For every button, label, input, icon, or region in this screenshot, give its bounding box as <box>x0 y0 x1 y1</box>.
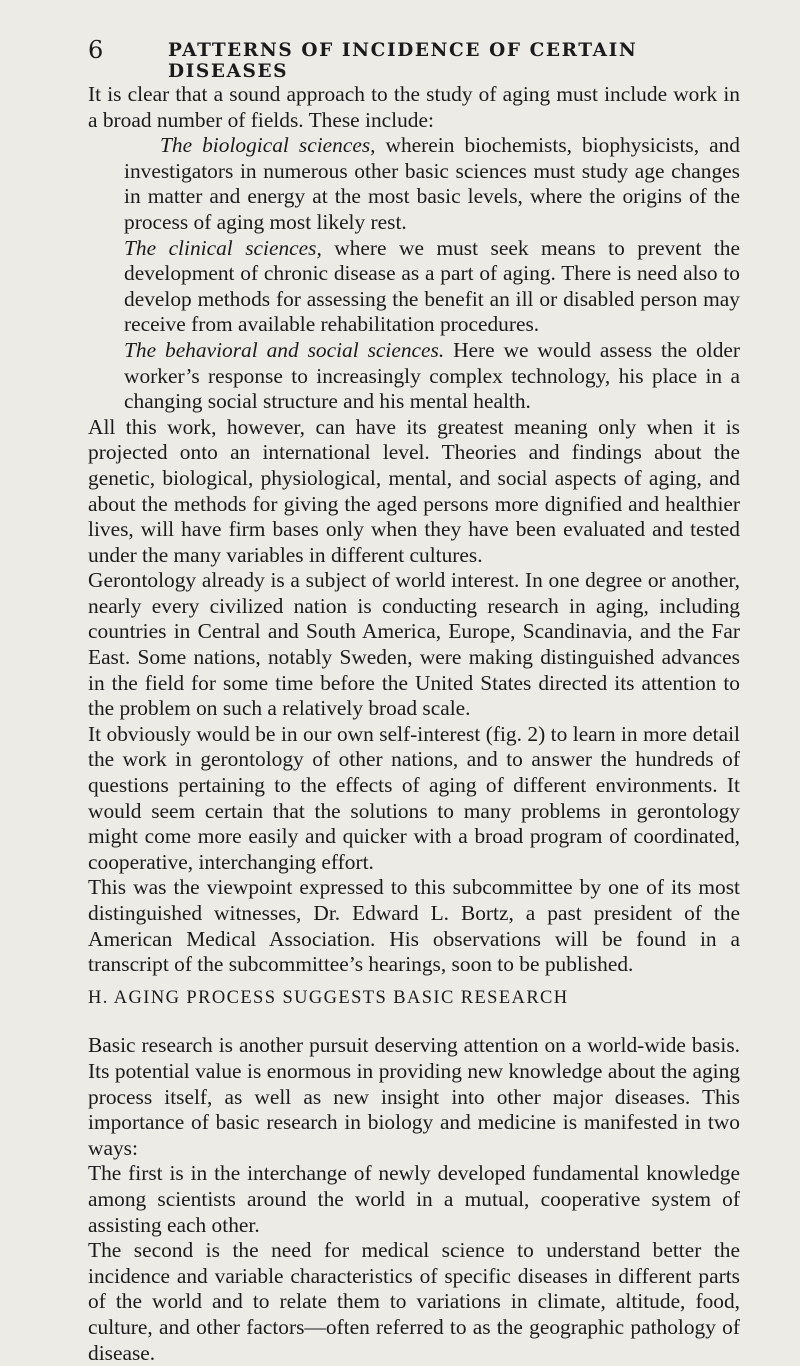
paragraph-viewpoint: This was the viewpoint expressed to this subcommittee by one of its most distinguished witnesses, Dr. Edward L. Bortz, a past president of the American Medical Association. His observations will be found in a transcript of the subcommittee’s hearings, soon to be published. <box>88 875 740 977</box>
term-behavioral: The behavioral and social sciences. <box>124 337 445 362</box>
paragraph-first-way: The first is in the interchange of newly developed fundamental knowledge among scientists around the world in a mutual, cooperative system of assisting each other. <box>88 1161 740 1237</box>
paragraph-basic-research: Basic research is another pursuit deserving attention on a world-wide basis. Its potential value is enormous in providing new knowledge about the aging process itself, as well as new insight into other major diseases. This importance of basic research in biology and medicine is manifested in two ways: <box>88 1033 740 1160</box>
page-header <box>88 36 708 82</box>
subsection-behavioral <box>88 338 740 415</box>
term-biological: The biological sciences, <box>160 133 376 158</box>
section-heading: H. AGING PROCESS SUGGESTS BASIC RESEARCH <box>88 987 569 1008</box>
paragraph-self-interest: It obviously would be in our own self-interest (fig. 2) to learn in more detail the work in gerontology of other nations, and to answer the hundreds of questions pertaining to the effects of aging of different environments. It would seem certain that the solutions to many problems in gerontology might come more easily and quicker with a broad program of coordinated, cooperative, interchanging effort. <box>88 721 740 874</box>
text-biological: wherein biochemists, biophysicists, and investigators in numerous other basic sciences must study age changes in matter and energy at the most basic levels, where the origins of the process of aging most likely rest. <box>124 133 740 234</box>
paragraph-gerontology: Gerontology already is a subject of world interest. In one degree or another, nearly every civilized nation is conducting research in aging, including countries in Central and South America, Europe, Scandinavia, and the Far East. Some nations, notably Sweden, were making distinguished advances in the field for some time before the United States directed its attention to the problem on such a relatively broad scale. <box>88 568 740 721</box>
text-behavioral: Here we would assess the older worker’s response to increasingly complex technology, his place in a changing social structure and his mental health. <box>124 337 741 414</box>
running-head: PATTERNS OF INCIDENCE OF CERTAIN DISEASES <box>168 40 638 82</box>
paragraph-intro: It is clear that a sound approach to the study of aging must include work in a broad number of fields. These include: <box>88 82 740 132</box>
term-clinical: The clinical sciences, <box>124 235 322 260</box>
body-text <box>88 82 740 1366</box>
paragraph-second-way: The second is the need for medical science to understand better the incidence and variable characteristics of specific diseases in different parts of the world and to relate them to variations in climate, altitude, food, culture, and other factors—often referred to as the geographic pathology of disease. <box>88 1238 740 1365</box>
subsection-biological <box>88 133 740 235</box>
subsection-clinical <box>88 236 740 338</box>
paragraph-international: All this work, however, can have its greatest meaning only when it is projected onto an international level. Theories and findings about the genetic, biological, physiological, mental, and social aspects of aging, and about the methods for giving the aged persons more dignified and healthier lives, will have firm bases only when they have been evaluated and tested under the many variables in different cultures. <box>88 414 740 567</box>
page-number: 6 <box>88 36 104 64</box>
text-clinical: where we must seek means to prevent the development of chronic disease as a part of aging. There is need also to develop methods for assessing the benefit an ill or disabled person may receive from available rehabilitation procedures. <box>124 235 740 337</box>
